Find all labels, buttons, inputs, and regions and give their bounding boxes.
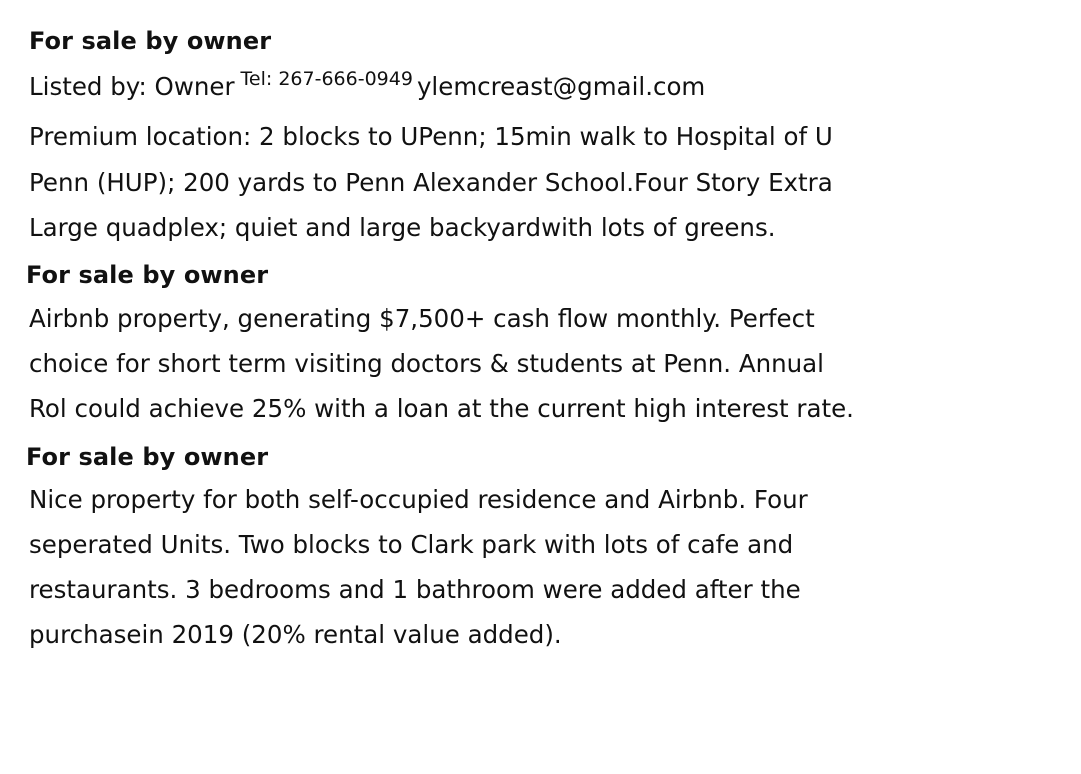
listing-1-line-3: Large quadplex; quiet and large backyardwith lots of greens.: [29, 213, 776, 242]
listing-3-heading: For sale by owner: [26, 443, 269, 471]
email-address: ylemcreast@gmail.com: [416, 72, 706, 101]
phone-number: Tel: 267-666-0949: [240, 68, 413, 90]
listing-1-contact: [29, 68, 705, 104]
listing-1-heading: For sale by owner: [29, 27, 272, 55]
listing-3-line-2: seperated Units. Two blocks to Clark park with lots of cafe and: [29, 530, 794, 559]
listing-2-heading: For sale by owner: [26, 261, 269, 289]
listing-1-line-1: Premium location: 2 blocks to UPenn; 15min walk to Hospital of U: [29, 122, 833, 151]
listing-2-line-2: choice for short term visiting doctors & students at Penn. Annual: [29, 349, 824, 378]
listing-3-line-1: Nice property for both self-occupied residence and Airbnb. Four: [29, 485, 808, 514]
listing-1-line-2: Penn (HUP); 200 yards to Penn Alexander School.Four Story Extra: [29, 168, 833, 197]
listing-2-line-3: Rol could achieve 25% with a loan at the current high interest rate.: [29, 394, 854, 423]
listing-3-line-3: restaurants. 3 bedrooms and 1 bathroom were added after the: [29, 575, 801, 604]
listed-by-label: Listed by: Owner: [29, 72, 235, 101]
listing-2-line-1: Airbnb property, generating $7,500+ cash flow monthly. Perfect: [29, 304, 815, 333]
listing-3-line-4: purchasein 2019 (20% rental value added).: [29, 620, 562, 649]
